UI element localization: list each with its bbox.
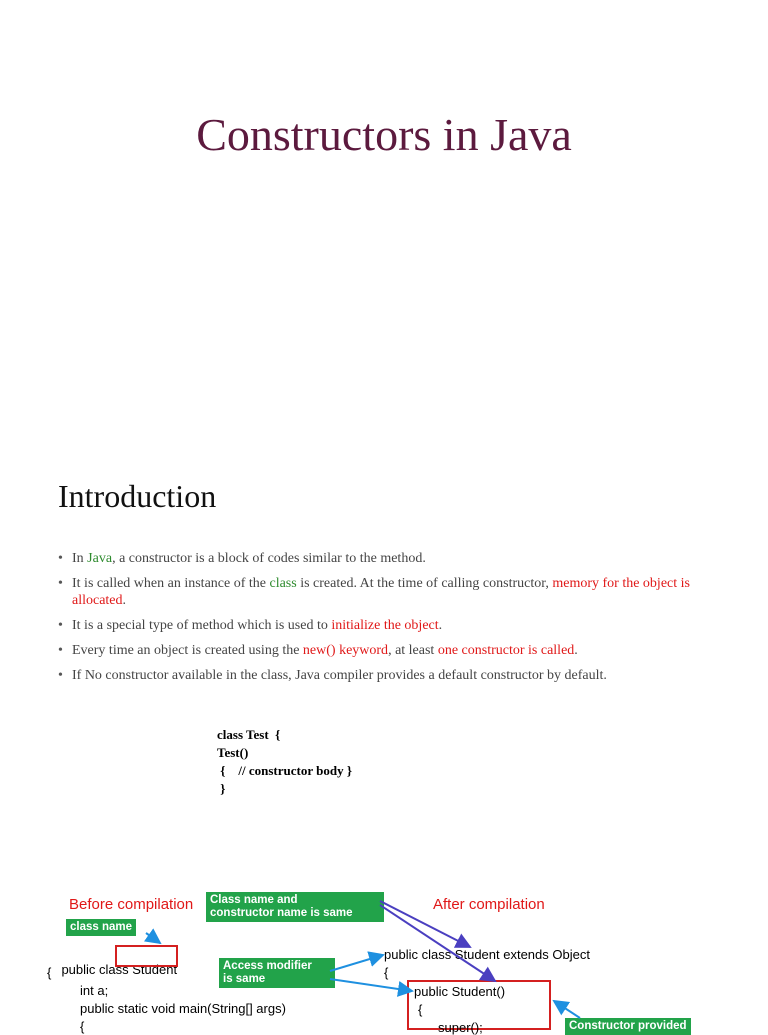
- right-super-call: super();: [438, 1020, 483, 1035]
- left-brace2: {: [80, 1019, 85, 1034]
- bullet-text-segment: is created. At the time of calling constructor,: [296, 576, 553, 591]
- left-class-decl-name: Student: [132, 962, 178, 977]
- bullet-text-segment: .: [122, 593, 127, 608]
- bullet-text-segment: In: [72, 551, 88, 566]
- compilation-diagram: [40, 885, 730, 1035]
- left-brace: {: [47, 965, 52, 980]
- bullet-text-segment: Every time an object is created using the: [72, 643, 303, 658]
- bullet-text-segment: class: [269, 576, 297, 591]
- code-line: Test(): [217, 745, 249, 760]
- arrow-same-name-1: [380, 901, 470, 947]
- code-snippet: [217, 726, 352, 798]
- bullet-item: [58, 642, 718, 659]
- tag-class-name: class name: [66, 919, 136, 936]
- arrow-same-name-2: [380, 905, 495, 981]
- bullet-text-segment: .: [438, 618, 443, 633]
- bullet-text-segment: new() keyword: [302, 643, 389, 658]
- code-line: }: [217, 781, 226, 796]
- bullet-text-segment: It is a special type of method which is used to: [72, 618, 332, 633]
- bullet-text-segment: It is called when an instance of the: [72, 576, 270, 591]
- left-field: int a;: [80, 983, 109, 998]
- right-brace2: {: [418, 1002, 423, 1017]
- bullet-item: [58, 667, 718, 684]
- bullet-text-segment: Java: [87, 551, 113, 566]
- tag-class-constructor-same: Class name and constructor name is same: [206, 892, 384, 922]
- code-line: class Test {: [217, 727, 281, 742]
- arrow-access-1: [330, 955, 383, 971]
- bullet-item: [58, 617, 718, 634]
- bullet-text-segment: If No constructor available in the class, Java compiler provides a default constructor by default.: [72, 668, 607, 683]
- diagram-arrows: [40, 885, 730, 1024]
- bullet-text-segment: one constructor is called: [437, 643, 575, 658]
- bullet-text-segment: initialize the object: [331, 618, 439, 633]
- arrow-class-name: [146, 933, 160, 943]
- bullet-text-segment: memory for the object is allocated: [72, 576, 690, 608]
- left-main: public static void main(String[] args): [80, 1001, 286, 1016]
- bullet-text-segment: , a constructor is a block of codes similar to the method.: [112, 551, 426, 566]
- right-brace: {: [384, 965, 389, 980]
- arrow-access-2: [330, 979, 412, 991]
- bullet-list: [58, 550, 718, 692]
- code-line: { // constructor body }: [217, 763, 352, 778]
- arrow-provided: [554, 1001, 580, 1018]
- right-ctor: public Student(): [414, 984, 506, 999]
- before-compilation-label: Before compilation: [69, 896, 194, 913]
- left-class-decl-prefix: public class: [61, 962, 133, 977]
- section-heading: Introduction: [58, 478, 217, 514]
- tag-access-modifier-same: Access modifier is same: [219, 958, 335, 988]
- bullet-text-segment: , at least: [388, 643, 438, 658]
- bullet-item: [58, 550, 718, 567]
- tag-constructor-provided: Constructor provided: [565, 1018, 691, 1035]
- bullet-item: [58, 575, 718, 609]
- bullet-text-segment: .: [574, 643, 578, 658]
- after-compilation-label: After compilation: [433, 896, 545, 913]
- right-class-decl: public class Student extends Object: [384, 947, 590, 962]
- slide-title: Constructors in Java: [196, 109, 572, 160]
